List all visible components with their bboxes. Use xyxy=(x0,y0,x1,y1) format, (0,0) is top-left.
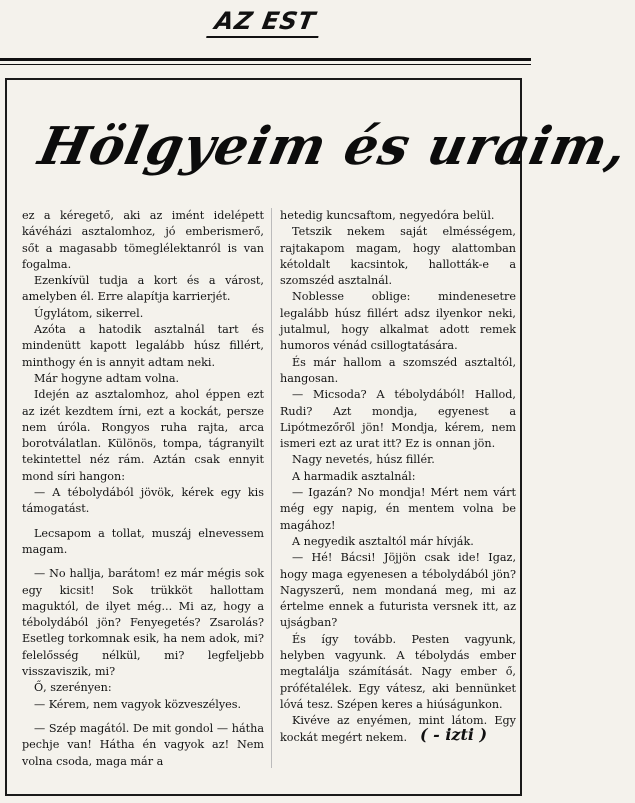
header-rule xyxy=(0,58,531,61)
headline: Hölgyeim és uraim, xyxy=(33,116,633,177)
header-rule-thin xyxy=(0,64,531,65)
paragraph: — A tébolydából jövök, kérek egy kis támogatást. xyxy=(22,486,264,516)
signature: ( - izti ) xyxy=(420,725,488,744)
masthead-logo: AZ EST xyxy=(206,6,324,38)
left-column xyxy=(22,208,264,770)
paragraph: Kivéve az enyémen, mint látom. Egy kockát megért nekem. xyxy=(280,714,516,744)
paragraph: — No hallja, barátom! ez már mégis sok egy kicsit! Sok trükköt hallottam maguktól, de ilyet még... Mi az, hogy a tébolydából jön? Fenyegetés? Zsarolás? Esetleg torkomnak esik, ha nem adok, mi? felelősség nélkül, mi? legfeljebb visszaviszik, mi? xyxy=(22,567,264,679)
paragraph: ez a kéregető, aki az imént idelépett kávéházi asztalomhoz, jó emberismerő, sőt a magasabb tömeglélektanról is van fogalma. xyxy=(22,209,264,271)
paragraph: — Igazán? No mondja! Mért nem várt még egy napig, én mentem volna be magához! xyxy=(280,486,516,532)
paragraph: És már hallom a szomszéd asztaltól, hangosan. xyxy=(280,355,516,385)
paragraph: — Micsoda? A tébolydából! Hallod, Rudi? Azt mondja, egyenest a Lipótmezőről jön! Mondja, kérem, nem ismeri ezt az urat itt? Ez is onnan jön. xyxy=(280,388,516,451)
paragraph: Ő, szerényen: xyxy=(34,681,112,695)
paragraph: Úgylátom, sikerrel. xyxy=(34,306,144,320)
paragraph: Lecsapom a tollat, muszáj elnevessem magam. xyxy=(22,526,264,556)
paragraph: És így tovább. Pesten vagyunk, helyben vagyunk. A tébolydás ember megtalálja számítását. Nagy ember ő, prófétalélek. Egy vátesz, aki bennünket lóvá tesz. Szépen keres a hiúságunkon. xyxy=(280,632,516,711)
column-divider xyxy=(271,208,272,768)
paragraph: — Szép magától. De mit gondol — hátha pechje van! Hátha én vagyok az! Nem volna csoda, maga már a xyxy=(22,721,264,768)
paragraph: — Hé! Bácsi! Jöjjön csak ide! Igaz, hogy maga egyenesen a tébolydából jön? Nagyszerű, nem mondaná meg, mi az értelme ennek a futurista versnek itt, az ujságban? xyxy=(280,551,516,630)
paragraph: A negyedik asztaltól már hívják. xyxy=(292,534,474,548)
paragraph: Már hogyne adtam volna. xyxy=(34,371,180,385)
paragraph: A harmadik asztalnál: xyxy=(292,469,416,483)
paragraph: Nagy nevetés, húsz fillér. xyxy=(292,453,435,467)
paragraph: Idején az asztalomhoz, ahol éppen ezt az izét kezdtem írni, ezt a kockát, persze nem úróla. Rongyos ruha rajta, arca borotválatlan. Különös, tompa, tágranyilt tekintettel néz rám. Aztán csak ennyit mond síri hangon: xyxy=(22,388,264,483)
paragraph: Tetszik nekem saját elmésségem, rajtakapom magam, hogy alattomban kétoldalt kacsintok, hallották-e a szomszéd asztalnál. xyxy=(280,225,516,288)
paragraph: — Kérem, nem vagyok közveszélyes. xyxy=(34,697,242,711)
paragraph: Azóta a hatodik asztalnál tart és mindenütt kapott legalább húsz fillért, minthogy én is annyit adtam neki. xyxy=(22,323,264,369)
masthead xyxy=(0,6,531,46)
paragraph: Noblesse oblige: mindenesetre legalább húsz fillért adsz ilyenkor neki, jutalmul, hogy alkalmat adott remek humoros vénád csillogtatására. xyxy=(280,290,516,353)
right-column xyxy=(280,208,516,746)
paragraph: hetedig kuncsaftom, negyedóra belül. xyxy=(280,209,495,222)
paragraph: Ezenkívül tudja a kort és a várost, amelyben él. Erre alapítja karrierjét. xyxy=(22,274,264,304)
